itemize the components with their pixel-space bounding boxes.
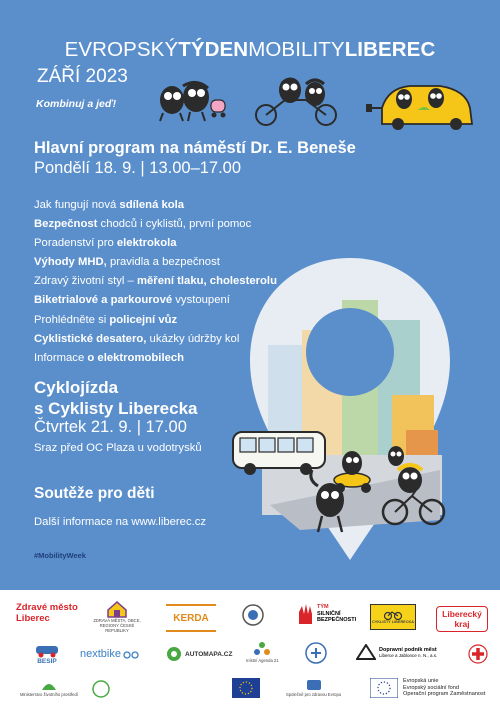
- agenda-icon: [253, 640, 271, 658]
- event-title: [0, 38, 500, 62]
- title-part-tyden: TÝDEN: [178, 38, 249, 61]
- spolecne-icon: [305, 678, 323, 692]
- logo-automapa: AUTOMAPA.CZ: [166, 646, 232, 662]
- program-item: Informace o elektromobilech: [34, 351, 185, 364]
- logo-mzp: Ministerstvo životního prostředí: [20, 680, 78, 697]
- motto: Kombinuj a jeď!: [36, 98, 117, 110]
- police-badge-icon: [242, 604, 264, 626]
- logo-red-cross: [468, 644, 488, 664]
- program-item: Poradenství pro elektrokola: [34, 237, 177, 250]
- logo-police: [242, 604, 264, 626]
- logo-kerda: KERDA: [166, 604, 216, 632]
- logo-liberecky-kraj: Liberecký kraj: [436, 606, 488, 632]
- ride-title: Cyklojízda s Cyklisty Liberecka: [34, 378, 198, 418]
- more-info: Další informace na www.liberec.cz: [34, 516, 207, 528]
- automapa-icon: [166, 646, 182, 662]
- eu-esf-flag-icon: [370, 678, 398, 698]
- program-item: Biketrialové a parkourové vystoupení: [34, 294, 230, 307]
- title-part-liberec: LIBEREC: [344, 38, 436, 61]
- besip-car-icon: [34, 642, 60, 658]
- logo-nextbike: nextbike: [80, 648, 139, 660]
- main-program-time: Pondělí 18. 9. | 13.00–17.00: [34, 159, 242, 177]
- nextbike-icon: [123, 649, 139, 659]
- logo-dpmlj: Dopravní podnik měst Liberce a Jablonce n. N., a.s.: [356, 644, 437, 660]
- bus-illustration: [233, 432, 325, 475]
- program-item: Jak fungují nová sdílená kola: [34, 199, 185, 211]
- logo-eu-flag: [232, 678, 260, 698]
- triangle-icon: [356, 644, 376, 660]
- red-cross-icon: [468, 644, 488, 664]
- logo-tym-silnicni-bezpecnosti: TÝM SILNIČNÍ BEZPEČNOSTI: [296, 602, 356, 626]
- tandem-bike-illustration: [256, 76, 336, 125]
- ride-time: Čtvrtek 21. 9. | 17.00: [34, 418, 187, 436]
- family-illustration: [160, 82, 226, 121]
- ride-place: Sraz před OC Plaza u vodotrysků: [34, 442, 202, 454]
- logo-zdrave-mesto: Zdravé město Liberec: [16, 602, 78, 624]
- partner-logos: [0, 590, 500, 707]
- eu-flag-icon: [232, 678, 260, 698]
- main-program-title: Hlavní program na náměstí Dr. E. Beneše: [34, 139, 356, 157]
- logo-besip: BESIP: [34, 642, 60, 665]
- program-item: Cyklistické desatero, ukázky údržby kol: [34, 332, 240, 345]
- logo-zdrava-mesta-cr: ZDRAVÁ MĚSTA, OBCE, REGIONY ČESKÉ REPUBLIKY: [92, 600, 142, 633]
- logo-cyklisty-liberecka: CYKLISTY LIBERECKA: [370, 604, 416, 630]
- walking-figure-illustration: [388, 446, 404, 466]
- leaf-icon: [40, 680, 58, 692]
- sfzp-icon: [92, 680, 110, 698]
- program-list: [34, 196, 277, 368]
- bicycle-icon: [383, 610, 403, 620]
- contest-heading: Soutěže pro děti: [34, 485, 155, 502]
- hand-icon: [296, 602, 314, 626]
- program-item: Výhody MHD, pravidla a bezpečnost: [34, 256, 220, 269]
- title-part-mobility: MOBILITY: [248, 38, 345, 61]
- title-part-evropsky: EVROPSKÝ: [64, 38, 179, 61]
- program-item: Bezpečnost chodců i cyklistů, první pomoc: [34, 218, 252, 231]
- program-item: Zdravý životní styl – měření tlaku, cholesterolu: [34, 275, 277, 288]
- logo-spolecne: Společně pro zdravou Evropu: [286, 678, 341, 697]
- logo-eu-esf: Evropská unie Evropský sociální fond Operační program Zaměstnanost: [370, 678, 485, 698]
- logo-sfzp: [92, 680, 110, 698]
- event-month: ZÁŘÍ 2023: [37, 66, 128, 87]
- logo-zachranna: [305, 642, 327, 664]
- program-item: Prohlédněte si policejní vůz: [34, 313, 178, 326]
- electric-car-illustration: [366, 86, 472, 130]
- logo-agenda21: místní Agenda 21: [246, 640, 279, 663]
- rescue-badge-icon: [305, 642, 327, 664]
- hashtag: #MobilityWeek: [34, 551, 86, 560]
- house-icon: [106, 600, 128, 618]
